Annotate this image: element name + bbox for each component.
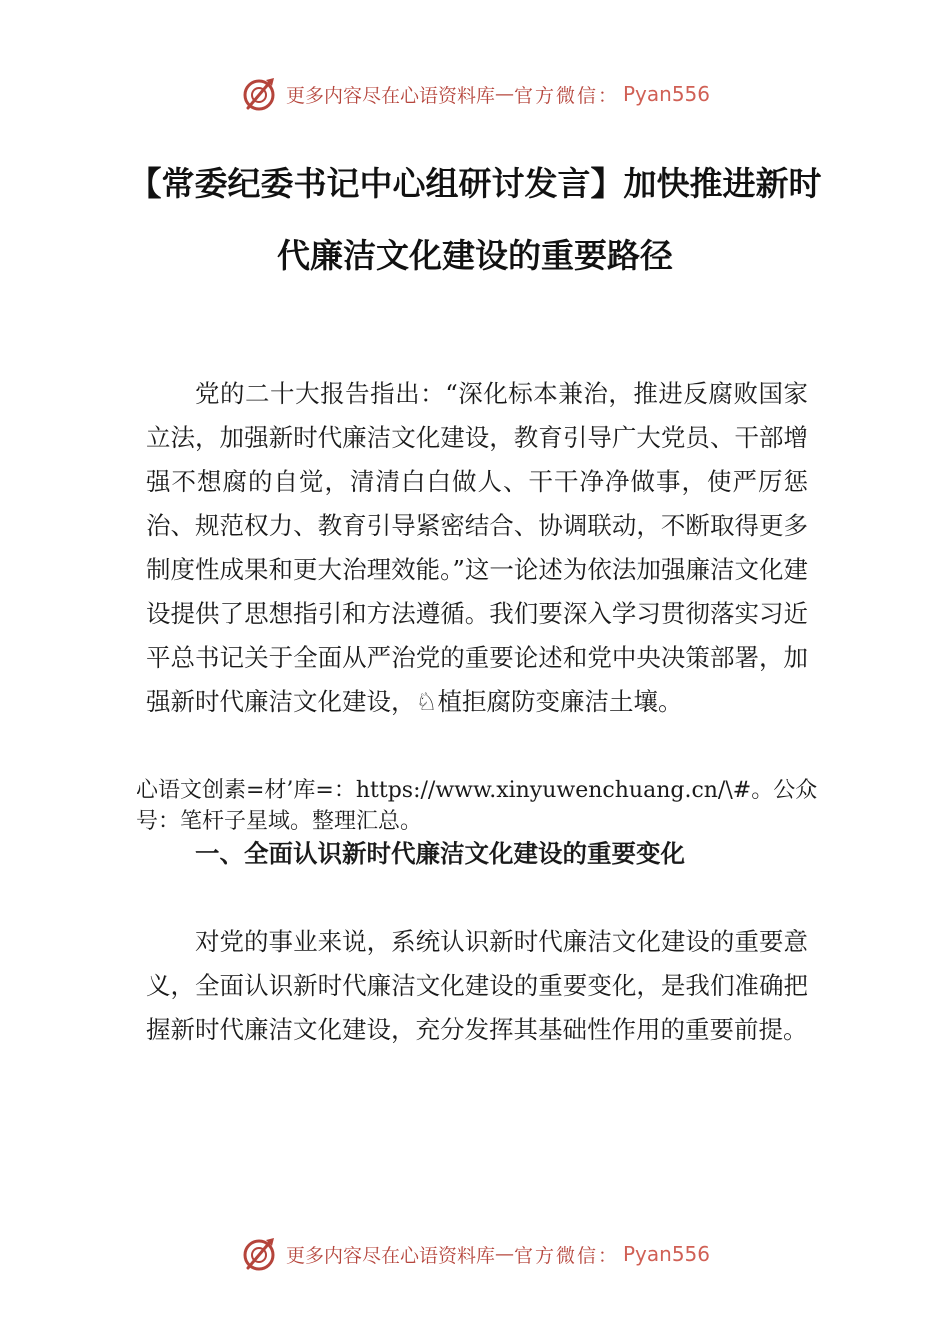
section-heading: 一、全面认识新时代廉洁文化建设的重要变化: [195, 839, 685, 868]
document-title: 【常委纪委书记中心组研讨发言】加快推进新时代廉洁文化建设的重要路径: [128, 164, 822, 275]
banner-wechat-id: Pyan556: [623, 1242, 711, 1266]
logo-icon: [240, 1234, 280, 1274]
banner-wechat-label: 官方微信：: [513, 1244, 619, 1267]
logo-icon: [240, 74, 280, 114]
banner-text: 更多内容尽在心语资料库: [285, 1244, 495, 1267]
banner-wechat-id: Pyan556: [623, 82, 711, 106]
header-banner: [0, 72, 950, 116]
banner-wechat-label: 官方微信：: [513, 84, 619, 107]
banner-dash: —: [494, 83, 514, 105]
paragraph-2: 对党的事业来说，系统认识新时代廉洁文化建设的重要意义，全面认识新时代廉洁文化建设的重要变化，是我们准确把握新时代廉洁文化建设，充分发挥其基础性作用的重要前提。: [146, 927, 808, 1044]
banner-dash: —: [494, 1243, 514, 1265]
footer-banner: [0, 1232, 950, 1276]
banner-text: 更多内容尽在心语资料库: [285, 84, 495, 107]
paragraph-1: 党的二十大报告指出：“深化标本兼治，推进反腐败国家立法，加强新时代廉洁文化建设，教育引导广大党员、干部增强不想腐的自觉，清清白白做人、干干净净做事，使严厉惩治、规范权力、教育引导紧密结合、协调联动，不断取得更多制度性成果和更大治理效能。”这一论述为依法加强廉洁文化建设提供了思想指引和方法遵循。我们要深入学习贯彻落实习近平总书记关于全面从严治党的重要论述和党中央决策部署，加强新时代廉洁文化建设，♘植拒腐防变廉洁土壤。: [146, 379, 808, 716]
source-note: 心语文创素=材’库=：https://www.xinyuwenchuang.cn/\#。公众号：笔杆子星域。整理汇总。: [136, 778, 818, 834]
